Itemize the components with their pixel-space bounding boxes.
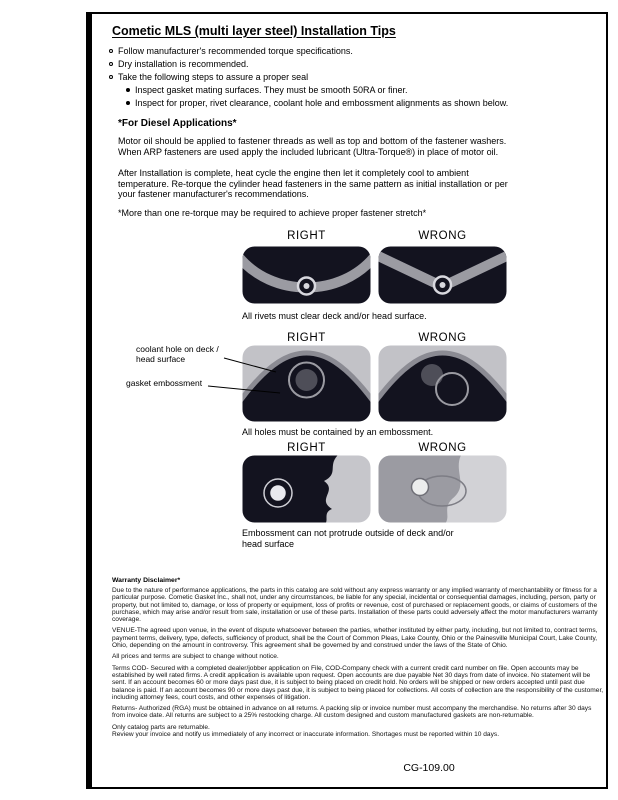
right-label: RIGHT — [287, 332, 326, 344]
legal-paragraph: Review your invoice and notify us immediately of any incorrect or inaccurate information. Shortages must be reported within 10 days. — [112, 731, 500, 739]
tip-text: Inspect gasket mating surfaces. They must be smooth 50RA or finer. — [135, 85, 408, 95]
diagram-row-edges — [242, 455, 507, 523]
diagram-labels-row3 — [242, 442, 507, 454]
edge-right-diagram — [242, 455, 371, 523]
legal-paragraph: VENUE-The agreed upon venue, in the event of dispute whatsoever between the parties, whether instituted by either party, including, but not limited to, contract terms, payment terms, delivery, type, defects, sufficiency of product, shall be the Court of Common Pleas, Lake County, Ohio or the Painesville Municipal Court, Lake County, Ohio, depending on the amount in controversy. This agreement shall be governed by and construed under the laws of the State of Ohio. — [112, 627, 598, 650]
legal-paragraph: Terms COD- Secured with a completed dealer/jobber application on File, COD-Company check with a current credit card number on file. Open accounts may be established by well rated firms. A credit application is available upon request. Open accounts are due payable Net 30 days from date of invoice. No statement will be sent. If an account becomes 60 or more days past due, it is subject to being placed on credit hold. No orders will be shipped or new orders accepted until past due balance is paid. If an account becomes 90 or more days past due, it is subject to being placed for collections. All costs of collection are the responsibility of the customer, including attorney fees, court costs, and other expenses of litigation. — [112, 664, 604, 701]
rivet-right-diagram — [242, 246, 371, 304]
wrong-label: WRONG — [418, 230, 467, 242]
diagram-caption: Embossment can not protrude outside of deck and/or head surface — [242, 528, 454, 549]
legal-paragraph: All prices and terms are subject to change without notice. — [112, 653, 279, 661]
list-item — [109, 71, 579, 84]
tips-list — [109, 45, 579, 110]
tip-text: Take the following steps to assure a proper seal — [118, 72, 309, 82]
right-label: RIGHT — [287, 442, 326, 454]
legal-section — [112, 577, 606, 742]
tip-text: Follow manufacturer's recommended torque specifications. — [118, 46, 353, 56]
diesel-paragraph: Motor oil should be applied to fastener threads as well as top and bottom of the fastener washers. When ARP fasteners are used apply the included lubricant (Ultra-Torque®) in place of motor oil. — [118, 136, 507, 157]
legal-paragraph: Only catalog parts are returnable. — [112, 723, 210, 731]
hole-wrong-diagram — [378, 345, 507, 422]
retorque-note: *More than one re-torque may be required to achieve proper fastener stretch* — [118, 208, 427, 218]
rivet-wrong-diagram — [378, 246, 507, 304]
gasket-embossment-callout: gasket embossment — [126, 378, 203, 388]
tip-text: Dry installation is recommended. — [118, 59, 249, 69]
filled-bullet-icon — [126, 101, 130, 105]
page-title: Cometic MLS (multi layer steel) Installation Tips — [112, 24, 396, 38]
diagram-labels-row1 — [242, 230, 507, 242]
legal-paragraph: Returns- Authorized (RGA) must be obtained in advance on all returns. A packing slip or invoice number must accompany the merchandise. No returns after 30 days from invoice date. All returns are subject to a 25% restocking charge. All custom designed and custom manufactured gaskets are non-returnable. — [112, 705, 592, 720]
diesel-paragraph: After Installation is complete, heat cycle the engine then let it completely cool to ambient temperature. Re-torque the cylinder head fasteners in the same pattern as initial installation or per your fastener manufacturer's recommendations. — [118, 168, 508, 199]
list-item — [109, 45, 579, 58]
right-label: RIGHT — [287, 230, 326, 242]
tip-text: Inspect for proper, rivet clearance, coolant hole and embossment alignments as shown below. — [135, 98, 509, 108]
diagram-caption: All holes must be contained by an embossment. — [242, 427, 434, 437]
wrong-label: WRONG — [418, 332, 467, 344]
list-item — [126, 84, 579, 97]
wrong-label: WRONG — [418, 442, 467, 454]
open-bullet-icon — [109, 62, 113, 66]
diagram-row-rivets — [242, 246, 507, 304]
warranty-disclaimer-heading: Warranty Disclaimer* — [112, 577, 181, 584]
open-bullet-icon — [109, 49, 113, 53]
diagram-labels-row2 — [242, 332, 507, 344]
page-frame — [86, 12, 608, 789]
filled-bullet-icon — [126, 88, 130, 92]
diesel-heading: *For Diesel Applications* — [118, 118, 237, 129]
diagram-caption: All rivets must clear deck and/or head surface. — [242, 311, 427, 321]
legal-paragraph: Due to the nature of performance applications, the parts in this catalog are sold without any express warranty or any implied warranty of merchantability or fitness for a particular purpose. Cometic Gasket Inc., shall not, under any circumstances, be liable for any special, incidental or consequential damages, including, person, party or property, but not limited to, damage, or loss of property or equipment, loss of profits or revenue, cost of purchased or replacement goods, or claims of customers of the purchase, which may arise and/or result from sale, installation or use of these parts. Installation of these parts could adversely affect the motor manufacturers warranty coverage. — [112, 587, 598, 624]
list-item — [109, 58, 579, 71]
open-bullet-icon — [109, 75, 113, 79]
edge-wrong-diagram — [378, 455, 507, 523]
list-item — [126, 97, 579, 110]
page-code: CG-109.00 — [403, 762, 455, 774]
callout-pointer-lines — [206, 344, 336, 404]
coolant-hole-callout: coolant hole on deck / head surface — [136, 344, 219, 364]
